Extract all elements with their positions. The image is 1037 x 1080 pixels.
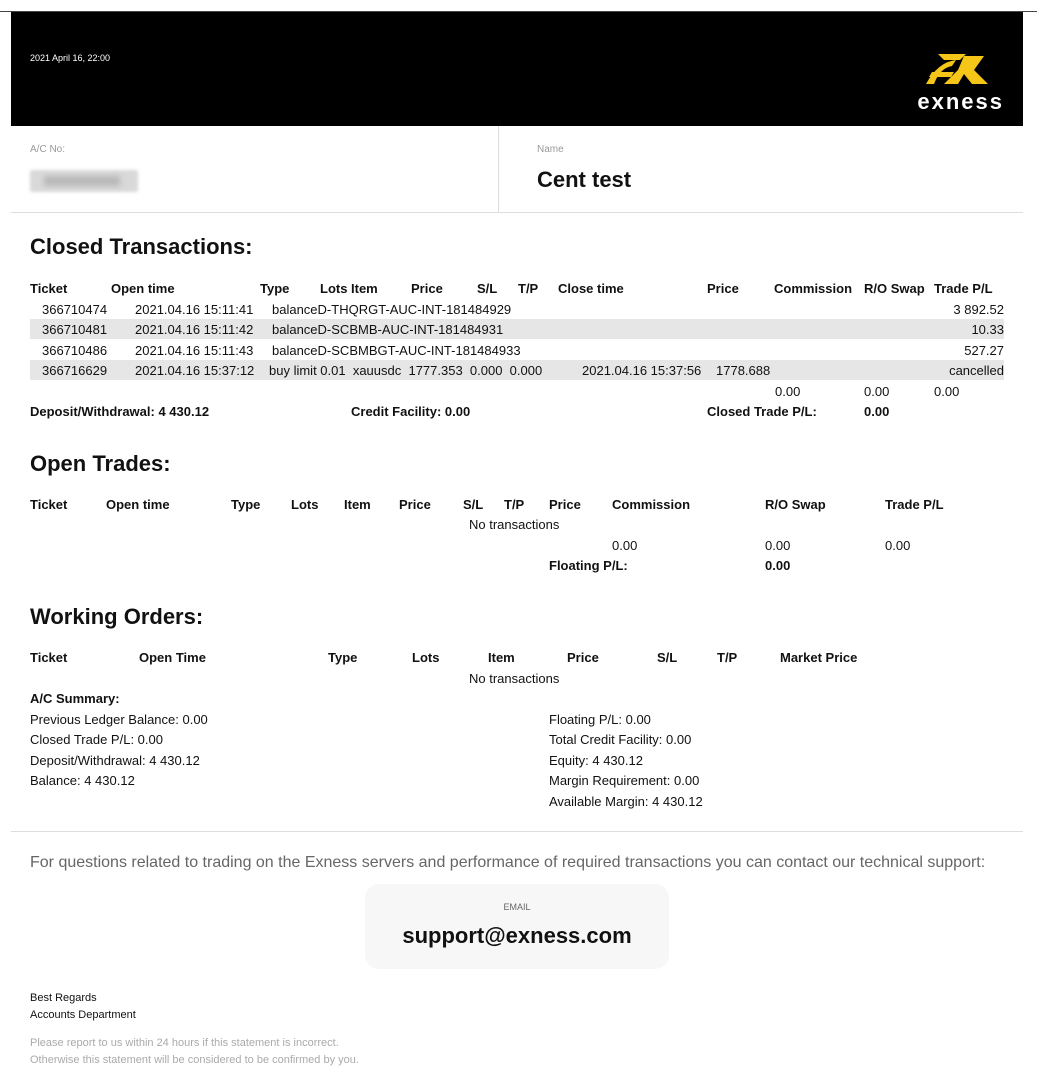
summary-right-item: Floating P/L: 0.00 xyxy=(549,712,651,727)
ac-no-value-redacted xyxy=(30,170,138,192)
open-trades-title: Open Trades: xyxy=(30,451,171,476)
row-ticket: 366710474 xyxy=(42,302,108,317)
disclaimer-line-2: Otherwise this statement will be considered to be confirmed by you. xyxy=(30,1054,359,1066)
account-info xyxy=(11,126,1023,213)
floating-pl-value: 0.00 xyxy=(765,558,791,573)
row-open-time: 2021.04.16 15:37:12 xyxy=(135,363,255,378)
open-total-swap: 0.00 xyxy=(765,538,791,553)
closed-trade-pl-label: Closed Trade P/L: xyxy=(707,404,817,419)
total-pl: 0.00 xyxy=(934,384,960,399)
email-box xyxy=(365,884,669,969)
ac-summary-title: A/C Summary: xyxy=(30,691,120,706)
ac-no-label: A/C No: xyxy=(30,144,66,155)
col-close-time: Close time xyxy=(558,281,624,296)
summary-left-item: Previous Ledger Balance: 0.00 xyxy=(30,712,208,727)
closed-transactions-title: Closed Transactions: xyxy=(30,234,253,259)
col-market-price: Market Price xyxy=(780,650,858,665)
col-ticket: Ticket xyxy=(30,497,68,512)
row-open-time: 2021.04.16 15:11:42 xyxy=(135,322,254,337)
col-tp: T/P xyxy=(717,650,738,665)
open-total-pl: 0.00 xyxy=(885,538,911,553)
best-regards: Best Regards xyxy=(30,992,97,1004)
row-detail: balanceD-THQRGT-AUC-INT-181484929 xyxy=(272,302,512,317)
summary-left-item: Balance: 4 430.12 xyxy=(30,773,135,788)
summary-right-item: Margin Requirement: 0.00 xyxy=(549,773,700,788)
col-close-price: Price xyxy=(707,281,739,296)
col-sl: S/L xyxy=(477,281,498,296)
col-current-price: Price xyxy=(549,497,581,512)
col-ticket: Ticket xyxy=(30,281,68,296)
col-type: Type xyxy=(328,650,358,665)
row-pl: 527.27 xyxy=(964,343,1004,358)
total-commission: 0.00 xyxy=(775,384,801,399)
row-detail: balanceD-SCBMB-AUC-INT-181484931 xyxy=(272,322,504,337)
floating-pl-label: Floating P/L: xyxy=(549,558,628,573)
row-ticket: 366710486 xyxy=(42,343,108,358)
col-open-time: Open time xyxy=(111,281,175,296)
name-label: Name xyxy=(537,144,564,155)
closed-trade-pl-value: 0.00 xyxy=(864,404,890,419)
col-ro-swap: R/O Swap xyxy=(864,281,925,296)
working-orders-title: Working Orders: xyxy=(30,604,204,629)
row-pl: cancelled xyxy=(949,363,1004,378)
col-sl: S/L xyxy=(657,650,678,665)
col-tp: T/P xyxy=(518,281,539,296)
col-item: Item xyxy=(344,497,371,512)
row-close-time: 2021.04.16 15:37:56 xyxy=(582,363,702,378)
col-item: Item xyxy=(488,650,515,665)
col-open-time: Open time xyxy=(106,497,170,512)
credit-facility: Credit Facility: 0.00 xyxy=(351,404,471,419)
statement-header xyxy=(11,12,1023,126)
account-name: Cent test xyxy=(537,167,632,192)
col-open-time: Open Time xyxy=(139,650,206,665)
col-ro-swap: R/O Swap xyxy=(765,497,826,512)
open-total-commission: 0.00 xyxy=(612,538,638,553)
exness-wordmark: exness xyxy=(917,89,1004,114)
col-price: Price xyxy=(567,650,599,665)
row-detail: balanceD-SCBMBGT-AUC-INT-181484933 xyxy=(272,343,521,358)
exness-logo-icon xyxy=(908,50,1004,88)
total-swap: 0.00 xyxy=(864,384,890,399)
row-open-time: 2021.04.16 15:11:43 xyxy=(135,343,254,358)
row-pl: 10.33 xyxy=(971,322,1004,337)
col-sl: S/L xyxy=(463,497,484,512)
col-lots: Lots xyxy=(291,497,319,512)
row-open-time: 2021.04.16 15:11:41 xyxy=(135,302,254,317)
exness-logo xyxy=(908,50,1004,114)
col-lots: Lots xyxy=(320,281,348,296)
row-ticket: 366716629 xyxy=(42,363,108,378)
disclaimer-line-1: Please report to us within 24 hours if this statement is incorrect. xyxy=(30,1037,339,1049)
col-commission: Commission xyxy=(774,281,853,296)
summary-left-item: Deposit/Withdrawal: 4 430.12 xyxy=(30,753,200,768)
col-lots: Lots xyxy=(412,650,440,665)
deposit-withdrawal: Deposit/Withdrawal: 4 430.12 xyxy=(30,404,210,419)
row-pl: 3 892.52 xyxy=(953,302,1004,317)
col-type: Type xyxy=(231,497,261,512)
support-text: For questions related to trading on the Exness servers and performance of required transactions you can contact our technical support: xyxy=(30,854,986,871)
col-commission: Commission xyxy=(612,497,691,512)
summary-left-item: Closed Trade P/L: 0.00 xyxy=(30,732,163,747)
summary-right-item: Total Credit Facility: 0.00 xyxy=(549,732,692,747)
col-trade-pl: Trade P/L xyxy=(885,497,944,512)
row-ticket: 366710481 xyxy=(42,322,108,337)
footer-separator xyxy=(11,831,1023,832)
col-ticket: Ticket xyxy=(30,650,68,665)
summary-right-item: Available Margin: 4 430.12 xyxy=(549,794,703,809)
account-divider xyxy=(498,126,499,212)
row-close-price: 1778.688 xyxy=(716,363,771,378)
col-tp: T/P xyxy=(504,497,525,512)
col-price: Price xyxy=(399,497,431,512)
working-empty-message: No transactions xyxy=(469,671,560,686)
accounts-department: Accounts Department xyxy=(30,1009,136,1021)
open-empty-message: No transactions xyxy=(469,517,560,532)
row-detail: buy limit 0.01 xauusdc 1777.353 0.000 0.000 xyxy=(269,363,543,378)
col-item: Item xyxy=(351,281,378,296)
email-label: EMAIL xyxy=(503,902,531,912)
col-trade-pl: Trade P/L xyxy=(934,281,993,296)
summary-right-item: Equity: 4 430.12 xyxy=(549,753,643,768)
support-email-link[interactable]: support@exness.com xyxy=(402,923,632,948)
col-type: Type xyxy=(260,281,290,296)
statement-date: 2021 April 16, 22:00 xyxy=(30,53,111,63)
col-price: Price xyxy=(411,281,443,296)
